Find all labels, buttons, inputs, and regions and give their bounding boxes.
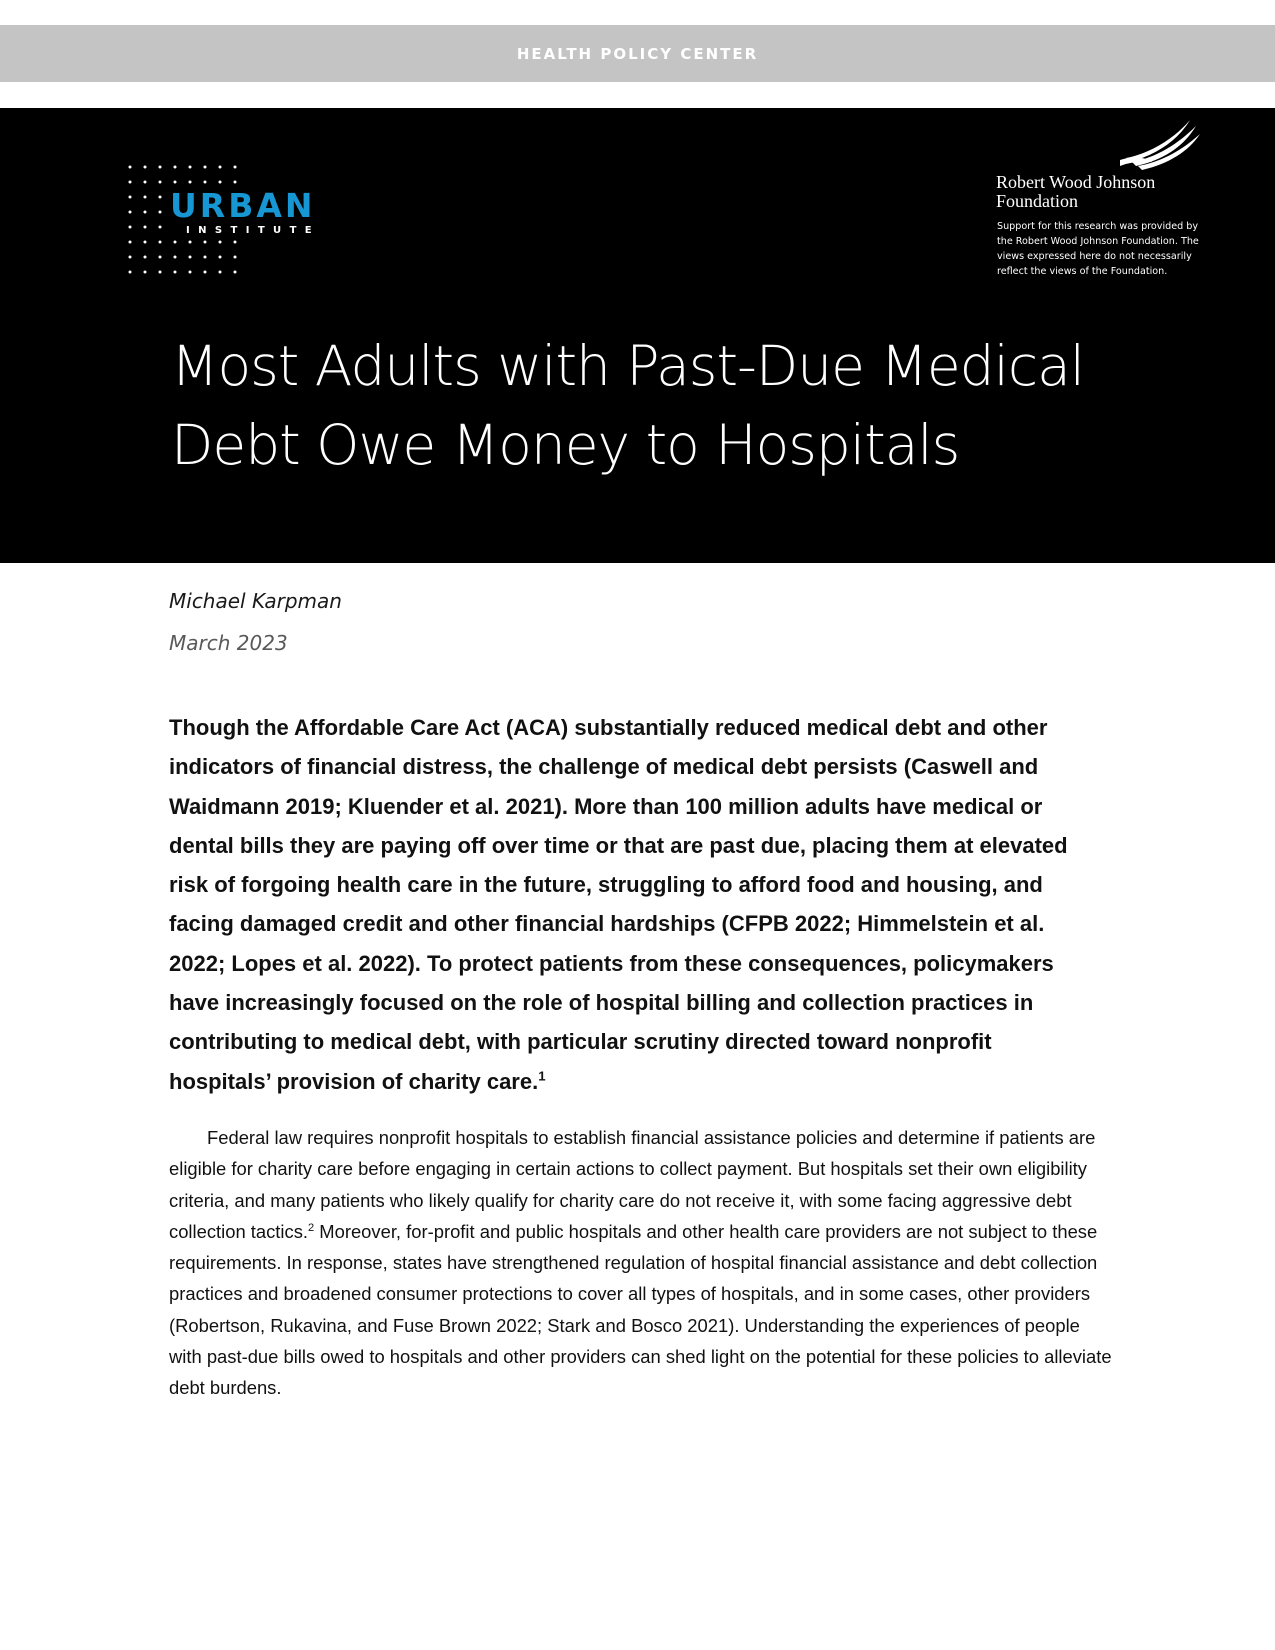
page-title: [171, 327, 1191, 485]
rwjf-support-note: Support for this research was provided by the Robert Wood Johnson Foundation. The views expressed here do not necessarily reflect the views of the Foundation.: [997, 221, 1199, 277]
urban-logo-wordmark: URBAN: [170, 186, 316, 225]
body-text-part1: Federal law requires nonprofit hospitals to establish financial assistance policies and determine if patients are eligible for charity care before engaging in certain actions to collect payment. But hospitals set their own eligibility criteria, and many patients who likely qualify for charity care do not receive it, with some facing aggressive debt collection tactics.: [169, 1127, 1096, 1242]
body-paragraph: [169, 1122, 1114, 1404]
rwjf-name-line1: Robert Wood Johnson: [996, 172, 1156, 192]
footnote-marker-2: 2: [308, 1221, 315, 1234]
author-name: Michael Karpman: [169, 589, 342, 613]
rwjf-bird-icon: [1118, 118, 1208, 174]
rwjf-name-line2: Foundation: [996, 191, 1079, 211]
lead-text: Though the Affordable Care Act (ACA) substantially reduced medical debt and other indicators of financial distress, the challenge of medical debt persists (Caswell and Waidmann 2019; Kluender et al. 2021). More than 100 million adults have medical or dental bills they are paying off over time or that are past due, placing them at elevated risk of forgoing health care in the future, struggling to afford food and housing, and facing damaged credit and other financial hardships (CFPB 2022; Himmelstein et al. 2022; Lopes et al. 2022). To protect patients from these consequences, policymakers have increasingly focused on the role of hospital billing and collection practices in contributing to medical debt, with particular scrutiny directed toward nonprofit hospitals’ provision of charity care.: [169, 715, 1068, 1094]
health-policy-center-label: HEALTH POLICY CENTER: [516, 44, 759, 63]
page-title-line2: Debt Owe Money to Hospitals: [171, 413, 960, 477]
urban-institute-logo: [170, 188, 320, 236]
rwjf-logo-name: [996, 173, 1196, 211]
urban-logo-subtitle: INSTITUTE: [186, 225, 321, 236]
publication-date: March 2023: [169, 631, 288, 655]
top-banner: [0, 25, 1275, 82]
body-text-part2: Moreover, for-profit and public hospitals and other health care providers are not subject to these requirements. In response, states have strengthened regulation of hospital financial assistance and debt collection practices and broadened consumer protections to cover all types of hospitals, and in some cases, other providers (Robertson, Rukavina, and Fuse Brown 2022; Stark and Bosco 2021). Understanding the experiences of people with past-due bills owed to hospitals and other providers can shed light on the potential for these policies to alleviate debt burdens.: [169, 1220, 1112, 1399]
footnote-marker-1: 1: [538, 1068, 546, 1084]
page-title-line1: Most Adults with Past-Due Medical: [171, 334, 1085, 398]
lead-paragraph: [169, 708, 1099, 1101]
